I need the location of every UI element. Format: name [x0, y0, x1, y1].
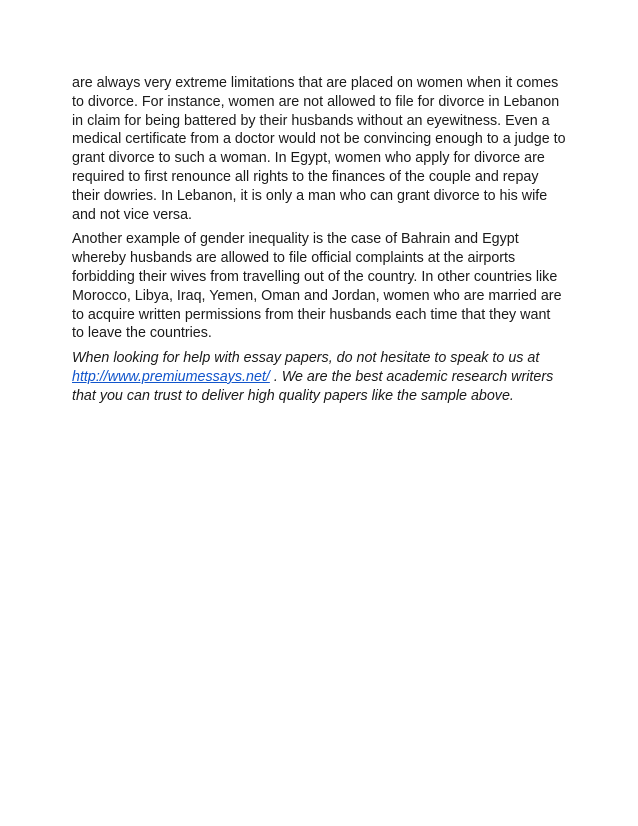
premiumessays-link[interactable]: http://www.premiumessays.net/: [72, 368, 270, 385]
document-body: [72, 74, 566, 412]
closing-promo-paragraph: [72, 349, 566, 405]
paragraph-divorce-limitations: are always very extreme limitations that are placed on women when it comes to divorce. For instance, women are not allowed to file for divorce in Lebanon in claim for being battered by their husbands without an eyewitness. Even a medical certificate from a doctor would not be convincing enough to a judge to grant divorce to such a woman. In Egypt, women who apply for divorce are required to first renounce all rights to the finances of the couple and repay their dowries. In Lebanon, it is only a man who can grant divorce to his wife and not vice versa.: [72, 75, 566, 223]
closing-text-before-link: When looking for help with essay papers, do not hesitate to speak to us at: [72, 350, 540, 367]
paragraph-travel-inequality: Another example of gender inequality is the case of Bahrain and Egypt whereby husbands are allowed to file official complaints at the airports forbidding their wives from travelling out of the country. In other countries like Morocco, Libya, Iraq, Yemen, Oman and Jordan, women who are married are to acquire written permissions from their husbands each time that they want to leave the countries.: [72, 231, 562, 342]
closing-text-after-link: . We are the best academic research writers that you can trust to deliver high quality papers like the sample above.: [72, 368, 554, 404]
